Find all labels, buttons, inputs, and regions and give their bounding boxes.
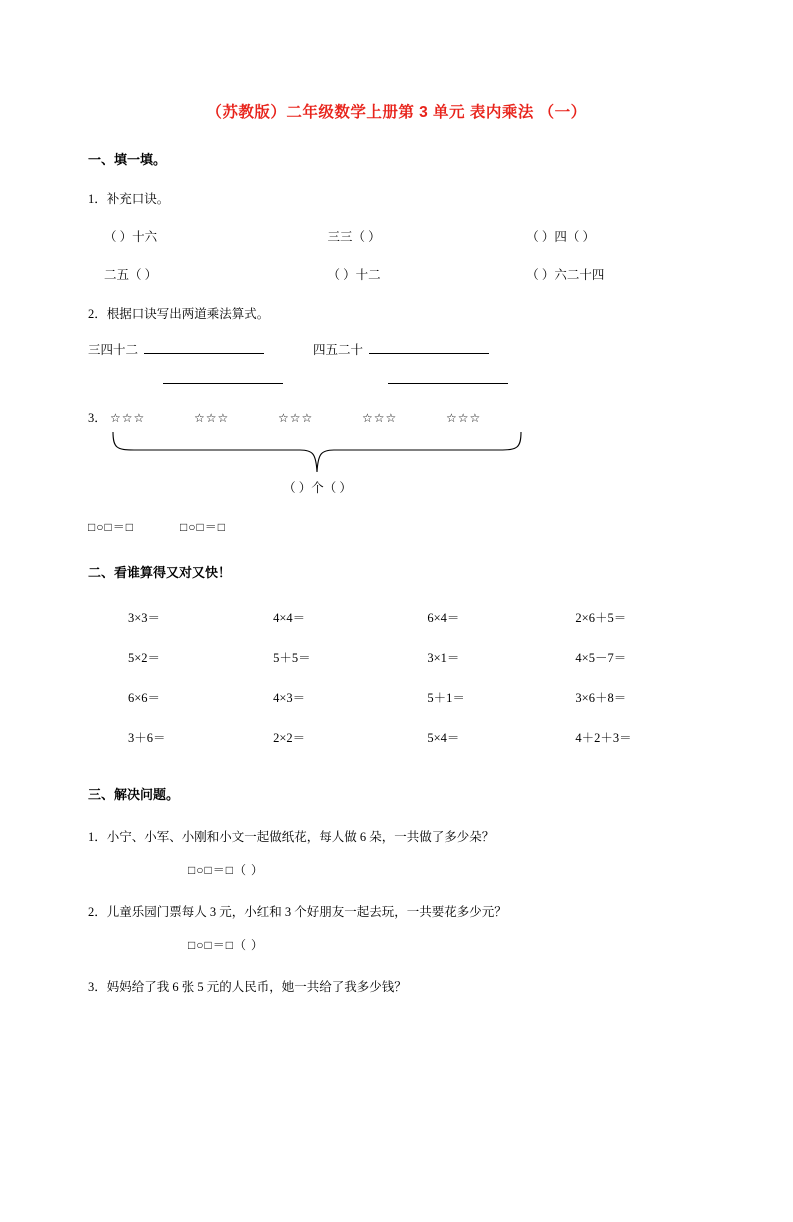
box-equation-2[interactable]: □○□＝□ xyxy=(180,519,226,534)
calc-item-1-1[interactable]: 3×3＝ xyxy=(128,610,161,625)
table-row xyxy=(88,677,705,717)
table-row xyxy=(88,717,705,757)
section-heading-3: 三、解决问题。 xyxy=(88,786,180,802)
fill-blank-row-2 xyxy=(88,265,705,283)
calc-item-3-4[interactable]: 3×6＋8＝ xyxy=(575,690,627,705)
answer-line-1b[interactable] xyxy=(369,342,489,354)
formula-row-2 xyxy=(88,372,705,388)
star-group-5: ☆☆☆ xyxy=(446,410,482,425)
calc-item-4-4[interactable]: 4＋2＋3＝ xyxy=(575,730,632,745)
box-equation-row xyxy=(88,518,705,535)
star-group-2: ☆☆☆ xyxy=(194,410,230,425)
formula-label-left: 三四十二 xyxy=(88,343,139,357)
worksheet-page xyxy=(0,100,793,1222)
page-title: （苏教版）二年级数学上册第 3 单元 表内乘法 （一） xyxy=(206,104,587,121)
calc-item-2-3[interactable]: 3×1＝ xyxy=(427,650,460,665)
question-1-3-number: 3． xyxy=(88,410,107,425)
question-1-2: 2．根据口诀写出两道乘法算式。 xyxy=(88,307,270,321)
formula-row-1 xyxy=(88,340,705,358)
word-problem-1: 1．小宁、小军、小刚和小文一起做纸花，每人做 6 朵，一共做了多少朵？ xyxy=(88,829,495,844)
table-row xyxy=(88,637,705,677)
calc-item-1-3[interactable]: 6×4＝ xyxy=(427,610,460,625)
formula-label-right: 四五二十 xyxy=(313,343,364,357)
answer-slot-2b xyxy=(388,372,508,388)
fill-blank-1-1[interactable]: （ ）十六 xyxy=(104,230,158,244)
brace-bracket xyxy=(110,430,525,476)
calc-item-2-1[interactable]: 5×2＝ xyxy=(128,650,161,665)
formula-prompt-left xyxy=(88,340,313,358)
answer-slot-2a xyxy=(163,372,388,388)
section-heading-2: 二、看谁算得又对又快！ xyxy=(88,564,232,580)
word-problem-1-answer[interactable]: □○□＝□（ ） xyxy=(188,862,264,877)
box-equation-1[interactable]: □○□＝□ xyxy=(88,519,134,534)
brace-icon xyxy=(110,430,525,476)
question-1-1: 1．补充口诀。 xyxy=(88,192,170,206)
calc-item-4-1[interactable]: 3＋6＝ xyxy=(128,730,166,745)
star-group-3: ☆☆☆ xyxy=(278,410,314,425)
table-row xyxy=(88,597,705,637)
calc-item-3-1[interactable]: 6×6＝ xyxy=(128,690,161,705)
brace-answer-label[interactable]: （ ）个（ ） xyxy=(283,480,352,495)
answer-line-1a[interactable] xyxy=(144,342,264,354)
star-group-1: ☆☆☆ xyxy=(110,410,146,425)
calc-item-4-3[interactable]: 5×4＝ xyxy=(427,730,460,745)
fill-blank-1-2[interactable]: 三三（ ） xyxy=(327,230,381,244)
fill-blank-2-3[interactable]: （ ）六二十四 xyxy=(526,268,605,282)
star-group-4: ☆☆☆ xyxy=(362,410,398,425)
calc-item-3-3[interactable]: 5＋1＝ xyxy=(427,690,465,705)
formula-prompt-right xyxy=(313,340,489,358)
fill-blank-row-1 xyxy=(88,227,705,245)
section-heading-1: 一、填一填。 xyxy=(88,152,167,167)
word-problem-2-answer[interactable]: □○□＝□（ ） xyxy=(188,937,264,952)
calc-item-2-2[interactable]: 5＋5＝ xyxy=(273,650,311,665)
question-1-3 xyxy=(88,408,705,426)
word-problem-2: 2．儿童乐园门票每人 3 元，小红和 3 个好朋友一起去玩，一共要花多少元？ xyxy=(88,904,507,919)
calc-item-1-2[interactable]: 4×4＝ xyxy=(273,610,306,625)
fill-blank-2-1[interactable]: 二五（ ） xyxy=(104,268,158,282)
calc-item-4-2[interactable]: 2×2＝ xyxy=(273,730,306,745)
fill-blank-2-2[interactable]: （ ）十二 xyxy=(327,268,381,282)
calc-item-1-4[interactable]: 2×6＋5＝ xyxy=(575,610,627,625)
calc-item-2-4[interactable]: 4×5－7＝ xyxy=(575,650,627,665)
answer-line-2b[interactable] xyxy=(388,372,508,384)
fill-blank-1-3[interactable]: （ ）四（ ） xyxy=(526,230,595,244)
word-problem-3: 3．妈妈给了我 6 张 5 元的人民币，她一共给了我多少钱？ xyxy=(88,979,407,994)
calculation-table xyxy=(88,597,705,757)
answer-line-2a[interactable] xyxy=(163,372,283,384)
calc-item-3-2[interactable]: 4×3＝ xyxy=(273,690,306,705)
